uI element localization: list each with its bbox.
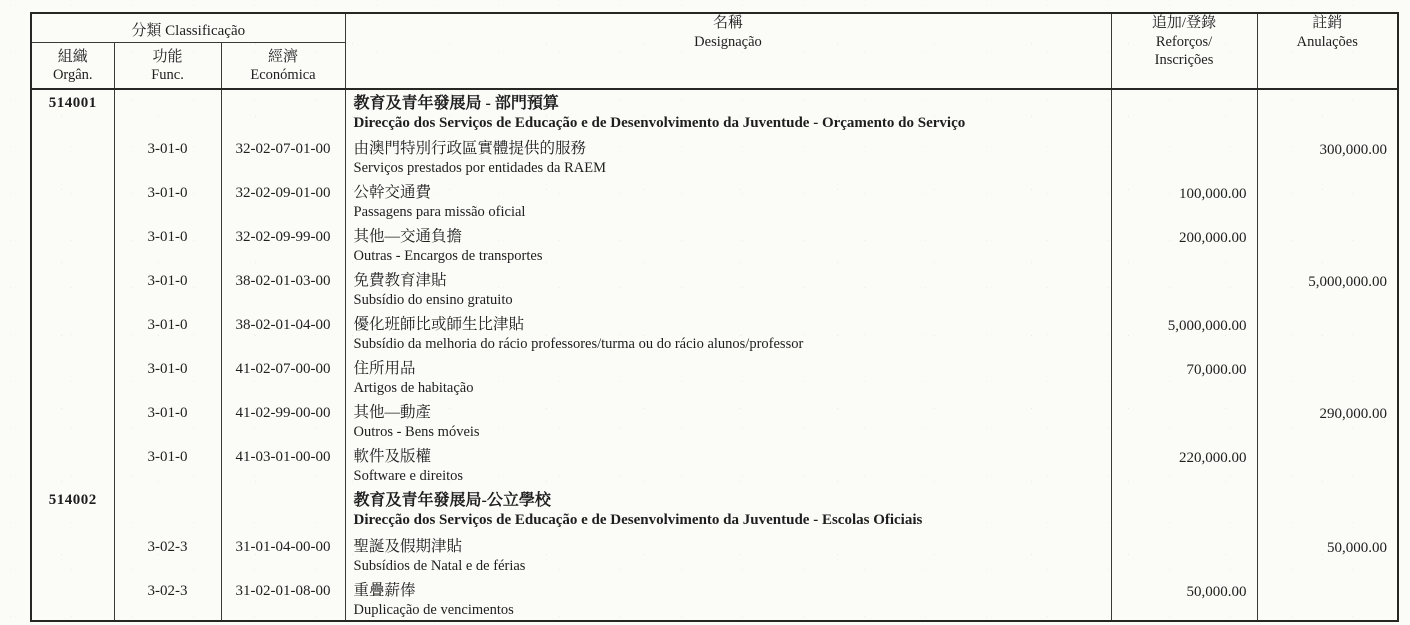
econ-code [221,89,345,135]
organ-code [31,311,114,355]
designation-zh: 教育及青年發展局-公立學校 [353,492,551,509]
econ-code: 32-02-07-01-00 [221,135,345,179]
header-func-pt: Func. [151,67,184,84]
designation-cell [345,443,1111,487]
header-econ-zh: 經濟 [267,48,298,65]
func-code: 3-01-0 [114,267,221,311]
designation-pt: Serviços prestados por entidades da RAEM [353,160,606,176]
header-classification [31,13,345,42]
header-reinforcements-pt1: Reforços/ [1155,33,1213,50]
designation-zh: 軟件及版權 [353,448,432,465]
annulment-amount [1257,443,1398,487]
table-row [31,311,1398,355]
organ-code [31,443,114,487]
func-code: 3-01-0 [114,355,221,399]
designation-pt: Passagens para missão oficial [353,204,526,220]
econ-code: 41-02-99-00-00 [221,399,345,443]
econ-code: 32-02-09-99-00 [221,223,345,267]
table-row [31,223,1398,267]
header-func-zh: 功能 [152,48,183,65]
reinforcement-amount: 70,000.00 [1111,355,1257,399]
header-reinforcements [1111,13,1257,89]
designation-cell [345,89,1111,135]
organ-code [31,135,114,179]
annulment-amount [1257,179,1398,223]
designation-pt: Subsídio do ensino gratuito [353,292,513,308]
func-code: 3-01-0 [114,311,221,355]
header-organ-pt: Orgân. [52,67,93,84]
reinforcement-amount [1111,135,1257,179]
designation-zh: 教育及青年發展局 - 部門預算 [353,95,559,112]
econ-code: 38-02-01-04-00 [221,311,345,355]
table-row [31,267,1398,311]
organ-code [31,533,114,577]
table-row [31,443,1398,487]
header-reinforcements-pt2: Inscrições [1154,51,1214,68]
reinforcement-amount [1111,533,1257,577]
table-row [31,355,1398,399]
designation-pt: Software e direitos [353,468,464,484]
reinforcement-amount: 50,000.00 [1111,577,1257,621]
annulment-amount [1257,577,1398,621]
func-code [114,89,221,135]
annulment-amount: 300,000.00 [1257,135,1398,179]
reinforcement-amount [1111,487,1257,533]
designation-cell [345,487,1111,533]
func-code: 3-02-3 [114,577,221,621]
table-row [31,487,1398,533]
annulment-amount [1257,89,1398,135]
func-code: 3-02-3 [114,533,221,577]
designation-pt: Outras - Encargos de transportes [353,248,543,264]
designation-pt: Direcção dos Serviços de Educação e de Desenvolvimento da Juventude - Orçamento do Serviço [353,115,966,131]
designation-cell [345,577,1111,621]
reinforcement-amount [1111,399,1257,443]
designation-cell [345,399,1111,443]
organ-code: 514002 [31,487,114,533]
organ-code: 514001 [31,89,114,135]
header-designation [345,13,1111,89]
designation-zh: 免費教育津貼 [353,272,447,289]
table-row [31,135,1398,179]
func-code: 3-01-0 [114,223,221,267]
header-classification-label: 分類 Classificação [131,23,246,39]
reinforcement-amount: 100,000.00 [1111,179,1257,223]
designation-zh: 聖誕及假期津貼 [353,538,463,555]
table-row [31,577,1398,621]
header-reinforcements-zh: 追加/登錄 [1151,15,1217,31]
header-func [114,42,221,89]
designation-zh: 其他—交通負擔 [353,228,463,245]
designation-pt: Subsídios de Natal e de férias [353,558,526,574]
designation-zh: 由澳門特別行政區實體提供的服務 [353,140,587,157]
annulment-amount [1257,487,1398,533]
designation-pt: Direcção dos Serviços de Educação e de Desenvolvimento da Juventude - Escolas Oficiais [353,512,923,528]
reinforcement-amount: 200,000.00 [1111,223,1257,267]
designation-zh: 重疊薪俸 [353,582,416,599]
header-designation-pt: Designação [694,33,762,50]
econ-code: 41-03-01-00-00 [221,443,345,487]
header-organ [31,42,114,89]
header-organ-zh: 組織 [57,48,88,65]
designation-cell [345,223,1111,267]
budget-table [30,12,1399,622]
organ-code [31,355,114,399]
econ-code: 32-02-09-01-00 [221,179,345,223]
designation-cell [345,311,1111,355]
designation-zh: 其他—動產 [353,404,432,421]
func-code [114,487,221,533]
designation-pt: Artigos de habitação [353,380,474,396]
designation-cell [345,533,1111,577]
annulment-amount: 290,000.00 [1257,399,1398,443]
table-row [31,179,1398,223]
table-row [31,89,1398,135]
designation-cell [345,267,1111,311]
table-body [31,89,1398,621]
reinforcement-amount: 5,000,000.00 [1111,311,1257,355]
econ-code: 31-02-01-08-00 [221,577,345,621]
func-code: 3-01-0 [114,135,221,179]
designation-cell [345,135,1111,179]
annulment-amount [1257,355,1398,399]
designation-zh: 優化班師比或師生比津貼 [353,316,525,333]
reinforcement-amount: 220,000.00 [1111,443,1257,487]
organ-code [31,179,114,223]
annulment-amount: 50,000.00 [1257,533,1398,577]
designation-cell [345,179,1111,223]
document-sheet [30,12,1399,622]
header-econ-pt: Económica [250,67,316,84]
reinforcement-amount [1111,89,1257,135]
func-code: 3-01-0 [114,399,221,443]
organ-code [31,577,114,621]
header-designation-zh: 名稱 [712,15,743,31]
annulment-amount [1257,311,1398,355]
designation-zh: 公幹交通費 [353,184,432,201]
func-code: 3-01-0 [114,443,221,487]
econ-code: 38-02-01-03-00 [221,267,345,311]
func-code: 3-01-0 [114,179,221,223]
designation-pt: Duplicação de vencimentos [353,602,514,618]
table-row [31,399,1398,443]
organ-code [31,399,114,443]
annulment-amount: 5,000,000.00 [1257,267,1398,311]
header-annulments-pt: Anulações [1296,33,1358,50]
header-annulments [1257,13,1398,89]
designation-cell [345,355,1111,399]
reinforcement-amount [1111,267,1257,311]
header-econ [221,42,345,89]
organ-code [31,223,114,267]
header-annulments-zh: 註銷 [1312,15,1343,31]
econ-code: 31-01-04-00-00 [221,533,345,577]
organ-code [31,267,114,311]
designation-zh: 住所用品 [353,360,416,377]
annulment-amount [1257,223,1398,267]
designation-pt: Subsídio da melhoria do rácio professores/turma ou do rácio alunos/professor [353,336,804,352]
designation-pt: Outros - Bens móveis [353,424,480,440]
econ-code [221,487,345,533]
table-row [31,533,1398,577]
econ-code: 41-02-07-00-00 [221,355,345,399]
table-header [31,13,1398,89]
